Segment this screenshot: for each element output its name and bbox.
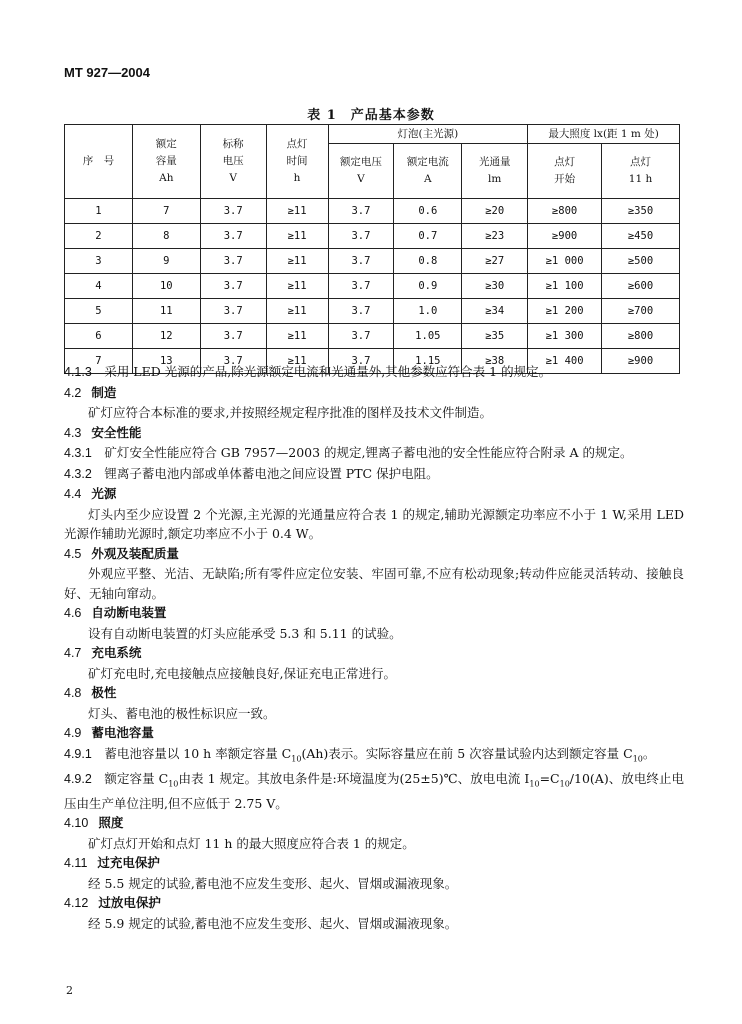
cell-illum-start: ≥1 000 bbox=[528, 249, 602, 274]
section-text-4-2: 矿灯应符合本标准的要求,并按照经规定程序批准的图样及技术文件制造。 bbox=[88, 405, 492, 420]
cell-seq: 4 bbox=[65, 274, 133, 299]
table-row bbox=[65, 199, 680, 224]
section-number: 4.12 bbox=[64, 896, 89, 910]
cell-bulb-current: 0.6 bbox=[394, 199, 462, 224]
cell-flux: ≥20 bbox=[462, 199, 528, 224]
product-parameters-table bbox=[64, 124, 680, 374]
section-title: 自动断电装置 bbox=[91, 605, 167, 620]
clause-4-3-2 bbox=[64, 464, 684, 485]
section-title: 外观及装配质量 bbox=[91, 545, 179, 561]
header-illum-start-line1: 点灯 bbox=[554, 156, 576, 168]
cell-illum-11h: ≥350 bbox=[602, 199, 680, 224]
section-title: 安全性能 bbox=[91, 424, 142, 440]
clause-text-part: /10(A)、放电终止电压由生产单位注明,但不应低于 2.75 V。 bbox=[64, 770, 684, 811]
header-bulb-current bbox=[394, 144, 462, 199]
section-heading-4-9 bbox=[64, 723, 684, 744]
cell-flux: ≥38 bbox=[462, 349, 528, 374]
clause-text: 锂离子蓄电池内部或单体蓄电池之间应设置 PTC 保护电阻。 bbox=[104, 465, 439, 481]
cell-time: ≥11 bbox=[266, 349, 328, 374]
header-voltage-unit: V bbox=[229, 172, 237, 184]
page-number: 2 bbox=[66, 984, 73, 997]
clause-text: 采用 LED 光源的产品,除光源额定电流和光通量外,其他参数应符合表 1 的规定。 bbox=[104, 364, 552, 379]
cell-flux: ≥27 bbox=[462, 249, 528, 274]
section-title: 极性 bbox=[91, 685, 117, 700]
section-heading-4-2 bbox=[64, 383, 684, 404]
clause-4-3-1 bbox=[64, 443, 684, 464]
cell-voltage: 3.7 bbox=[200, 249, 266, 274]
clause-4-9-2 bbox=[64, 769, 684, 814]
cell-illum-start: ≥1 200 bbox=[528, 299, 602, 324]
section-title: 照度 bbox=[98, 815, 124, 830]
cell-bulb-voltage: 3.7 bbox=[328, 299, 394, 324]
table-caption: 表 1 产品基本参数 bbox=[307, 108, 435, 123]
header-illum-start bbox=[528, 144, 602, 199]
cell-flux: ≥35 bbox=[462, 324, 528, 349]
section-title: 光源 bbox=[91, 486, 117, 501]
cell-seq: 5 bbox=[65, 299, 133, 324]
header-illum-11h-line1: 点灯 bbox=[630, 156, 651, 168]
cell-capacity: 8 bbox=[132, 224, 200, 249]
header-luminous-flux-label: 光通量 bbox=[478, 156, 511, 168]
cell-bulb-current: 1.0 bbox=[394, 299, 462, 324]
section-text-4-6: 设有自动断电装置的灯头应能承受 5.3 和 5.11 的试验。 bbox=[88, 625, 402, 641]
header-voltage-line1: 标称 bbox=[222, 138, 244, 150]
clause-text-part: (Ah)表示。实际容量应在前 5 次容量试验内达到额定容量 C bbox=[301, 745, 633, 761]
header-bulb-voltage-label: 额定电压 bbox=[339, 156, 382, 168]
header-luminous-flux-unit: lm bbox=[488, 173, 502, 185]
cell-bulb-current: 0.7 bbox=[394, 224, 462, 249]
cell-bulb-voltage: 3.7 bbox=[328, 249, 394, 274]
table-row bbox=[65, 299, 680, 324]
cell-capacity: 7 bbox=[132, 199, 200, 224]
section-title: 充电系统 bbox=[91, 645, 142, 660]
section-heading-4-5 bbox=[64, 544, 684, 565]
header-capacity-line2: 容量 bbox=[155, 155, 177, 167]
subscript: 10 bbox=[168, 779, 179, 788]
cell-seq: 3 bbox=[65, 249, 133, 274]
cell-time: ≥11 bbox=[266, 249, 328, 274]
table-body bbox=[65, 199, 680, 374]
clause-text-part: 由表 1 规定。其放电条件是:环境温度为(25±5)℃、放电电流 I bbox=[178, 770, 530, 786]
clause-4-9-1 bbox=[64, 744, 684, 769]
cell-illum-start: ≥800 bbox=[528, 199, 602, 224]
cell-time: ≥11 bbox=[266, 274, 328, 299]
section-heading-4-8 bbox=[64, 683, 684, 704]
cell-bulb-current: 1.05 bbox=[394, 324, 462, 349]
cell-flux: ≥30 bbox=[462, 274, 528, 299]
clause-number: 4.9.1 bbox=[64, 746, 92, 761]
header-voltage bbox=[200, 125, 266, 199]
section-number: 4.2 bbox=[64, 385, 82, 400]
section-text-4-8: 灯头、蓄电池的极性标识应一致。 bbox=[88, 705, 276, 721]
cell-capacity: 10 bbox=[132, 274, 200, 299]
section-text-4-10: 矿灯点灯开始和点灯 11 h 的最大照度应符合表 1 的规定。 bbox=[88, 835, 415, 851]
cell-voltage: 3.7 bbox=[200, 324, 266, 349]
clause-4-1-3 bbox=[64, 362, 684, 383]
cell-bulb-current: 0.8 bbox=[394, 249, 462, 274]
header-illum-start-line2: 开始 bbox=[554, 173, 576, 185]
cell-time: ≥11 bbox=[266, 224, 328, 249]
clause-number: 4.3.2 bbox=[64, 466, 92, 481]
cell-bulb-voltage: 3.7 bbox=[328, 199, 394, 224]
cell-bulb-voltage: 3.7 bbox=[328, 274, 394, 299]
cell-voltage: 3.7 bbox=[200, 224, 266, 249]
section-number: 4.11 bbox=[64, 856, 88, 870]
cell-illum-start: ≥1 400 bbox=[528, 349, 602, 374]
cell-time: ≥11 bbox=[266, 199, 328, 224]
cell-time: ≥11 bbox=[266, 324, 328, 349]
header-lighting-time-unit: h bbox=[293, 172, 301, 184]
clause-number: 4.3.1 bbox=[64, 446, 92, 460]
section-number: 4.3 bbox=[64, 425, 82, 440]
cell-illum-11h: ≥600 bbox=[602, 274, 680, 299]
cell-bulb-voltage: 3.7 bbox=[328, 349, 394, 374]
section-heading-4-12 bbox=[64, 893, 684, 914]
section-text-4-5: 外观应平整、光洁、无缺陷;所有零件应定位安装、牢固可靠,不应有松动现象;转动件应能灵活转动、接触良好、无轴向窜动。 bbox=[64, 566, 684, 601]
cell-flux: ≥23 bbox=[462, 224, 528, 249]
section-number: 4.7 bbox=[64, 646, 82, 660]
clause-text-part: 蓄电池容量以 10 h 率额定容量 C bbox=[104, 745, 292, 761]
cell-illum-start: ≥900 bbox=[528, 224, 602, 249]
clause-text-part: 。 bbox=[642, 745, 656, 761]
table-row bbox=[65, 224, 680, 249]
header-bulb-voltage-unit: V bbox=[357, 173, 365, 185]
section-heading-4-4 bbox=[64, 484, 684, 505]
clause-text: 矿灯安全性能应符合 GB 7957—2003 的规定,锂离子蓄电池的安全性能应符合附录 A 的规定。 bbox=[104, 445, 633, 460]
cell-voltage: 3.7 bbox=[200, 299, 266, 324]
standard-code: MT 927—2004 bbox=[64, 65, 150, 80]
section-text-4-11: 经 5.5 规定的试验,蓄电池不应发生变形、起火、冒烟或漏液现象。 bbox=[88, 875, 458, 891]
header-seq: 序 号 bbox=[65, 125, 133, 199]
cell-seq: 2 bbox=[65, 224, 133, 249]
cell-illum-11h: ≥450 bbox=[602, 224, 680, 249]
section-heading-4-10 bbox=[64, 813, 684, 834]
cell-illum-start: ≥1 100 bbox=[528, 274, 602, 299]
header-lighting-time-line1: 点灯 bbox=[286, 138, 308, 150]
header-illum-group: 最大照度 lx(距 1 m 处) bbox=[528, 125, 680, 144]
cell-voltage: 3.7 bbox=[200, 349, 266, 374]
section-number: 4.8 bbox=[64, 686, 82, 700]
section-text-4-4: 灯头内至少应设置 2 个光源,主光源的光通量应符合表 1 的规定,辅助光源额定功率应不小于 1 W,采用 LED 光源作辅助光源时,额定功率应不小于 0.4 W。 bbox=[64, 506, 684, 541]
subscript: 10 bbox=[529, 779, 540, 788]
cell-bulb-voltage: 3.7 bbox=[328, 324, 394, 349]
header-lighting-time bbox=[266, 125, 328, 199]
subscript: 10 bbox=[559, 779, 570, 788]
header-capacity-unit: Ah bbox=[159, 172, 174, 184]
section-title: 制造 bbox=[91, 384, 117, 400]
table-row bbox=[65, 249, 680, 274]
section-number: 4.4 bbox=[64, 487, 82, 501]
cell-voltage: 3.7 bbox=[200, 274, 266, 299]
section-heading-4-6 bbox=[64, 603, 684, 624]
clause-number: 4.9.2 bbox=[64, 771, 92, 786]
section-heading-4-3 bbox=[64, 423, 684, 444]
cell-flux: ≥34 bbox=[462, 299, 528, 324]
header-luminous-flux bbox=[462, 144, 528, 199]
cell-illum-11h: ≥900 bbox=[602, 349, 680, 374]
cell-bulb-voltage: 3.7 bbox=[328, 224, 394, 249]
cell-capacity: 13 bbox=[132, 349, 200, 374]
header-lighting-time-line2: 时间 bbox=[286, 155, 308, 167]
subscript: 10 bbox=[291, 754, 302, 763]
cell-seq: 7 bbox=[65, 349, 133, 374]
cell-illum-11h: ≥800 bbox=[602, 324, 680, 349]
cell-capacity: 12 bbox=[132, 324, 200, 349]
header-capacity bbox=[132, 125, 200, 199]
header-bulb-group: 灯泡(主光源) bbox=[328, 125, 528, 144]
cell-time: ≥11 bbox=[266, 299, 328, 324]
section-number: 4.9 bbox=[64, 726, 82, 740]
section-heading-4-11 bbox=[64, 853, 684, 874]
header-bulb-current-unit: A bbox=[424, 173, 432, 185]
table-row bbox=[65, 274, 680, 299]
section-title: 蓄电池容量 bbox=[91, 725, 154, 740]
header-capacity-line1: 额定 bbox=[155, 138, 177, 150]
cell-illum-start: ≥1 300 bbox=[528, 324, 602, 349]
header-illum-11h-line2: 11 h bbox=[628, 173, 653, 185]
cell-capacity: 11 bbox=[132, 299, 200, 324]
section-number: 4.6 bbox=[64, 606, 82, 620]
cell-illum-11h: ≥500 bbox=[602, 249, 680, 274]
clause-text-part: =C bbox=[539, 770, 560, 786]
header-voltage-line2: 电压 bbox=[222, 155, 244, 167]
cell-bulb-current: 1.15 bbox=[394, 349, 462, 374]
clause-text-part: 额定容量 C bbox=[104, 770, 169, 786]
cell-seq: 1 bbox=[65, 199, 133, 224]
cell-capacity: 9 bbox=[132, 249, 200, 274]
document-body bbox=[64, 362, 684, 933]
section-text-4-7: 矿灯充电时,充电接触点应接触良好,保证充电正常进行。 bbox=[88, 665, 396, 681]
header-bulb-voltage bbox=[328, 144, 394, 199]
section-number: 4.10 bbox=[64, 816, 89, 830]
section-text-4-12: 经 5.9 规定的试验,蓄电池不应发生变形、起火、冒烟或漏液现象。 bbox=[88, 915, 458, 931]
section-number: 4.5 bbox=[64, 546, 82, 561]
clause-number: 4.1.3 bbox=[64, 365, 92, 379]
cell-seq: 6 bbox=[65, 324, 133, 349]
section-heading-4-7 bbox=[64, 643, 684, 664]
table-row bbox=[65, 324, 680, 349]
section-title: 过充电保护 bbox=[97, 855, 160, 870]
header-illum-11h bbox=[602, 144, 680, 199]
subscript: 10 bbox=[632, 754, 643, 763]
cell-bulb-current: 0.9 bbox=[394, 274, 462, 299]
section-title: 过放电保护 bbox=[98, 895, 161, 910]
cell-illum-11h: ≥700 bbox=[602, 299, 680, 324]
cell-voltage: 3.7 bbox=[200, 199, 266, 224]
header-bulb-current-label: 额定电流 bbox=[406, 156, 449, 168]
